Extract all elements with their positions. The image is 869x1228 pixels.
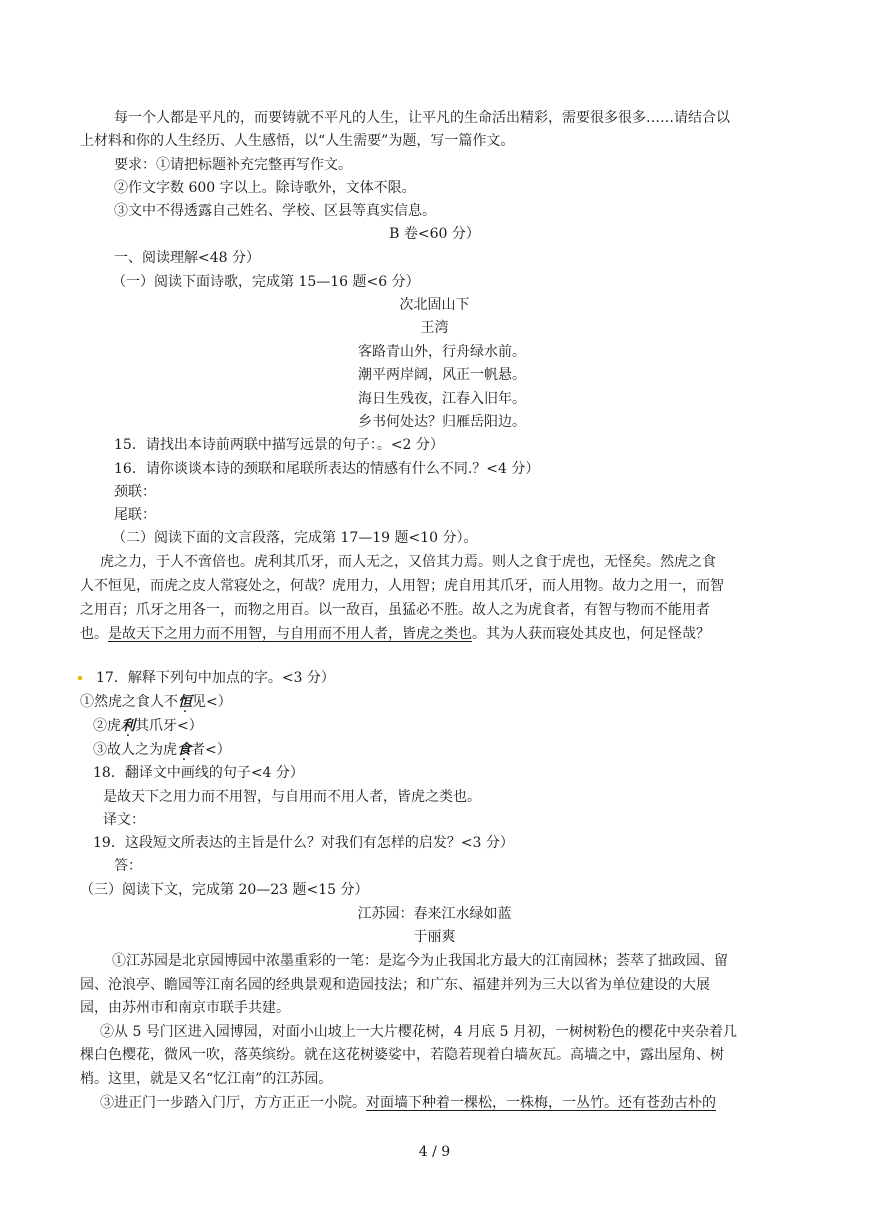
underlined-sentence: 对面墙下种着一棵松，一株梅，一丛竹。还有苍劲古朴的 (366, 1095, 716, 1111)
article-title: 江苏园：春来江水绿如蓝 (357, 906, 512, 922)
section-b-heading: B 卷<60 分） (389, 226, 480, 242)
requirement-3: ③文中不得透露自己姓名、学校、区县等真实信息。 (114, 203, 436, 219)
prompt-line-1: 每一个人都是平凡的，而要铸就不平凡的人生，让平凡的生命活出精彩，需要很多很多……请结合以 (114, 110, 730, 126)
q17-item-2-pre: ②虎 (93, 718, 121, 734)
q17-item-1 (80, 692, 232, 712)
article-p3-line-1 (100, 1093, 716, 1113)
q17-item-2 (93, 716, 203, 736)
page-number: 4 / 9 (418, 1144, 451, 1160)
classical-line-2: 人不恒见，而虎之皮人常寝处之，何哉？虎用力，人用智；虎自用其爪牙，而人用物。故力之用一，而智 (80, 578, 724, 594)
classical-line-1: 虎之力，于人不啻倍也。虎利其爪牙，而人无之，又倍其力焉。则人之食于虎也，无怪矣。然虎之食 (100, 554, 716, 570)
article-p2-line-1: ②从 5 号门区进入园博园，对面小山坡上一大片樱花树，4 月底 5 月初，一树树粉色的樱花中夹杂着几 (100, 1024, 737, 1040)
poem-title: 次北固山下 (399, 297, 470, 313)
article-p2-line-3: 梢。这里，就是又名“忆江南”的江苏园。 (80, 1071, 333, 1087)
subsection-1-heading: （一）阅读下面诗歌，完成第 15—16 题<6 分） (112, 274, 420, 290)
subsection-3-heading: （三）阅读下文，完成第 20—23 题<15 分） (80, 882, 369, 898)
q18-answer-label: 译文： (103, 812, 145, 828)
question-15: 15．请找出本诗前两联中描写远景的句子：。<2 分） (114, 437, 444, 453)
question-16: 16．请你谈谈本诗的颈联和尾联所表达的情感有什么不同.？<4 分） (114, 461, 540, 477)
q17-item-3 (93, 740, 231, 760)
prompt-line-2: 上材料和你的人生经历、人生感悟，以“人生需要”为题，写一篇作文。 (80, 133, 515, 149)
dotted-char: 食 (177, 742, 191, 758)
neck-couplet-label: 颈联： (114, 484, 156, 500)
article-p3-start: ③进正门一步踏入门厅，方方正正一小院。 (100, 1095, 366, 1111)
requirement-1: 要求：①请把标题补充完整再写作文。 (114, 157, 352, 173)
dotted-char: 利 (121, 718, 135, 734)
subsection-2-heading: （二）阅读下面的文言段落，完成第 17—19 题<10 分）。 (112, 530, 478, 546)
article-author: 于丽爽 (413, 929, 456, 945)
bullet-marker (78, 676, 82, 680)
classical-line-4-start: 也。 (80, 626, 108, 642)
question-19: 19．这段短文所表达的主旨是什么？对我们有怎样的启发？<3 分） (93, 835, 514, 851)
poem-line: 潮平两岸阔，风正一帆悬。 (358, 367, 526, 383)
dotted-char: 恒 (178, 694, 192, 710)
q17-item-3-pre: ③故人之为虎 (93, 742, 177, 758)
article-p2-line-2: 棵白色樱花，微风一吹，落英缤纷。就在这花树婆娑中，若隐若现着白墙灰瓦。高墙之中，露出屋角、树 (80, 1047, 724, 1063)
requirement-2: ②作文字数 600 字以上。除诗歌外，文体不限。 (114, 180, 416, 196)
article-p1-line-1: ①江苏园是北京园博园中浓墨重彩的一笔：是迄今为止我国北方最大的江南园林；荟萃了拙政园、留 (112, 953, 728, 969)
q17-item-2-post: 其爪牙<） (135, 718, 203, 734)
article-p1-line-3: 园，由苏州市和南京市联手共建。 (80, 1000, 290, 1016)
question-18: 18．翻译文中画线的句子<4 分） (93, 765, 304, 781)
question-17: 17．解释下列句中加点的字。<3 分） (96, 670, 335, 686)
q17-item-1-post: 见<） (192, 694, 232, 710)
classical-line-4-end: 。其为人获而寝处其皮也，何足怪哉？ (472, 626, 710, 642)
q19-answer-label: 答： (114, 858, 142, 874)
underlined-sentence: 是故天下之用力而不用智，与自用而不用人者，皆虎之类也 (108, 626, 472, 642)
q17-item-3-post: 者<） (191, 742, 231, 758)
classical-line-3: 之用百；爪牙之用各一，而物之用百。以一敌百，虽猛必不胜。故人之为虎食者，有智与物而不能用者 (80, 602, 710, 618)
classical-line-4 (80, 624, 710, 644)
part-1-heading: 一、阅读理解<48 分） (114, 250, 260, 266)
q18-sentence: 是故天下之用力而不用智，与自用而不用人者，皆虎之类也。 (103, 789, 481, 805)
poem-line: 客路青山外，行舟绿水前。 (358, 344, 526, 360)
q17-item-1-pre: ①然虎之食人不 (80, 694, 178, 710)
poem-line: 海日生残夜，江春入旧年。 (358, 391, 526, 407)
poem-author: 王湾 (420, 320, 449, 336)
tail-couplet-label: 尾联： (114, 507, 156, 523)
article-p1-line-2: 园、沧浪亭、瞻园等江南名园的经典景观和造园技法；和广东、福建并列为三大以省为单位建设的大展 (80, 977, 710, 993)
poem-line: 乡书何处达？归雁岳阳边。 (358, 414, 526, 430)
